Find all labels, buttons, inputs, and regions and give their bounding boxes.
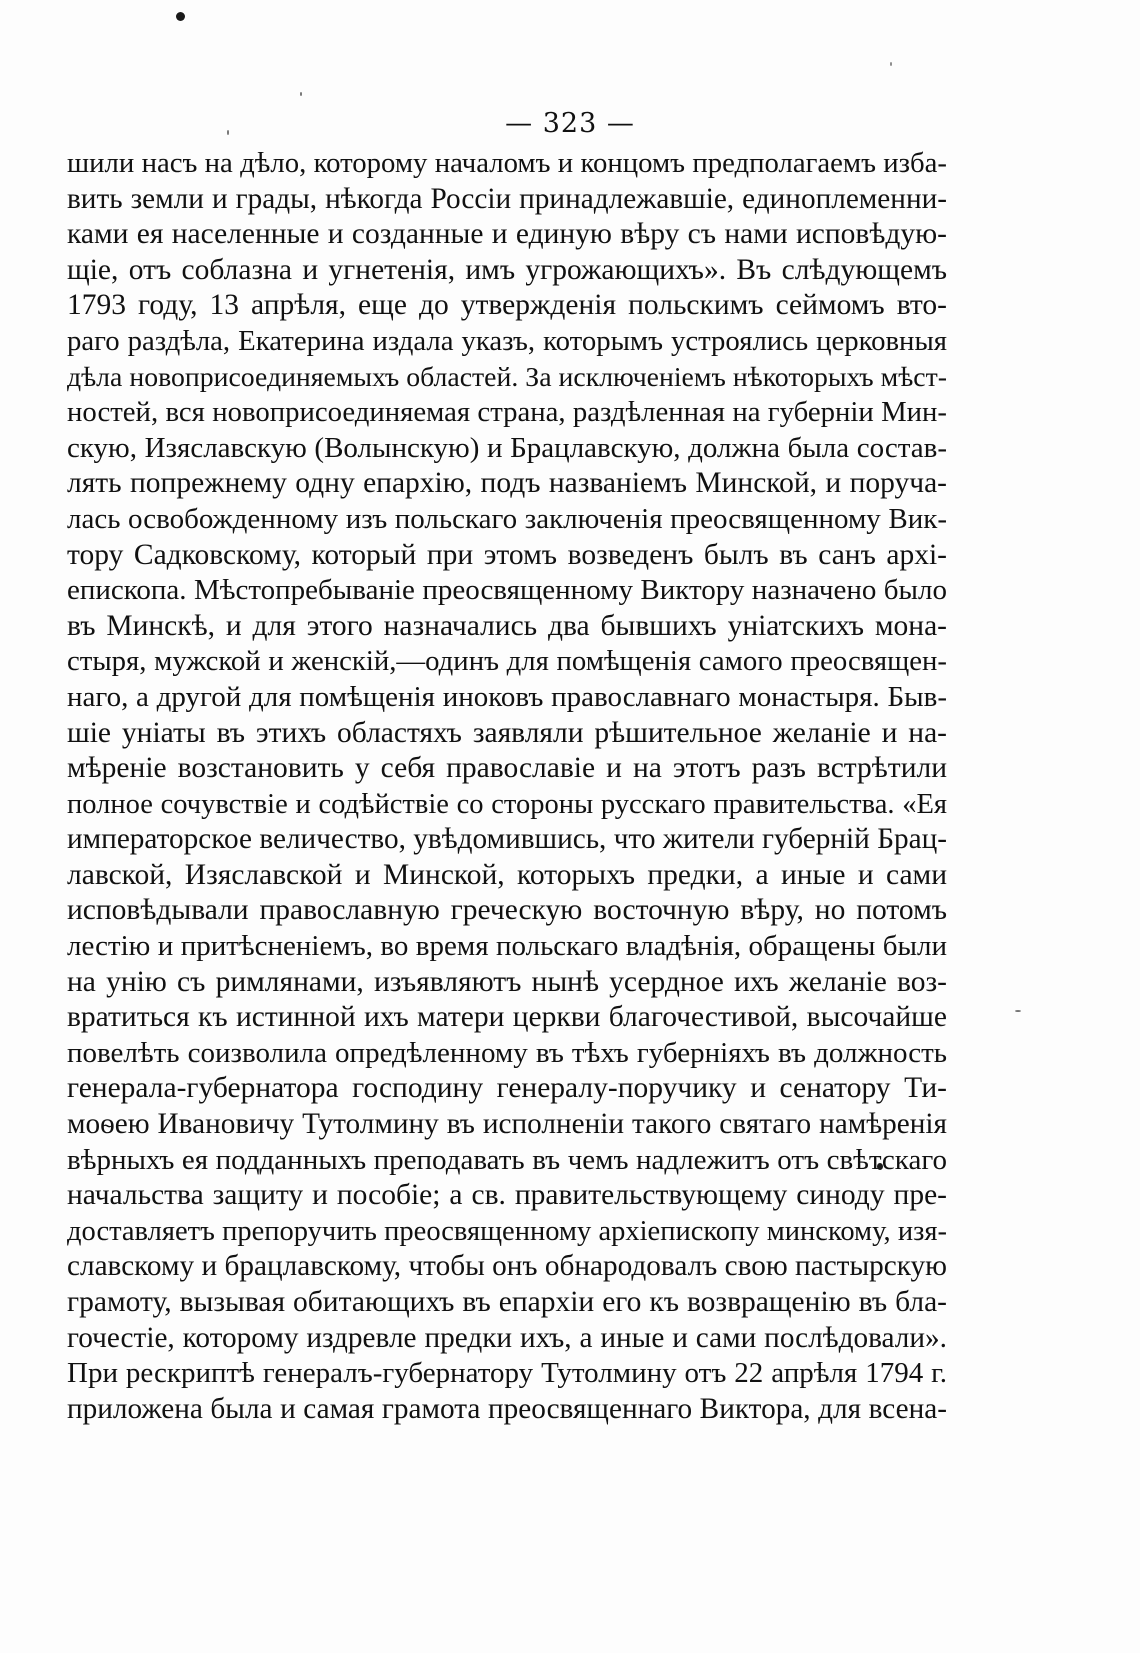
ink-speck [300, 92, 302, 96]
text-line: повелѣть соизволила опредѣленному въ тѣхъ губерніяхъ въ должность [67, 1036, 947, 1069]
text-line: императорское величество, увѣдомившись, что жители губерній Брац- [67, 823, 947, 856]
body-text [67, 146, 947, 1427]
text-line: тору Садковскому, который при этомъ возведенъ былъ въ санъ архі- [67, 538, 947, 571]
text-line: епископа. Мѣстопребываніе преосвященному Виктору назначено было [67, 574, 947, 607]
text-line: щіе, отъ соблазна и угнетенія, имъ угрожающихъ». Въ слѣдующемъ [67, 253, 947, 286]
text-line: ностей, вся новоприсоединяемая страна, раздѣленная на губерніи Мин- [67, 396, 947, 429]
text-line: При рескриптѣ генералъ-губернатору Тутолмину отъ 22 апрѣля 1794 г. [67, 1357, 947, 1390]
text-line: вѣрныхъ ея подданныхъ преподавать въ чемъ надлежитъ отъ свѣтскаго [67, 1143, 947, 1176]
page-number: — 323 — [505, 108, 635, 139]
text-line: генерала-губернатора господину генералу-поручику и сенатору Ти- [67, 1072, 947, 1105]
text-line: шили насъ на дѣло, которому началомъ и концомъ предполагаемъ изба- [67, 147, 947, 179]
text-line: лять попрежнему одну епархію, подъ названіемъ Минской, и поруча- [67, 467, 947, 500]
text-line: раго раздѣла, Екатерина издала указъ, которымъ устроялись церковныя [67, 324, 947, 357]
ink-speck [1015, 1010, 1021, 1012]
text-line: лестію и притѣсненіемъ, во время польскаго владѣнія, обращены были [67, 930, 947, 963]
text-line: вратиться къ истинной ихъ матери церкви благочестивой, высочайше [67, 1001, 947, 1034]
text-line: полное сочувствіе и содѣйствіе со стороны русскаго правительства. «Ея [67, 788, 947, 820]
text-line: 1793 году, 13 апрѣля, еще до утвержденія польскимъ сеймомъ вто- [67, 289, 947, 322]
text-line: мѣреніе возстановить у себя православіе и на этотъ разъ встрѣтили [67, 752, 947, 785]
text-line: лась освобожденному изъ польскаго заключенія преосвященному Вик- [67, 502, 947, 535]
text-line: гочестіе, которому издревле предки ихъ, а иные и сами послѣдовали». [67, 1321, 947, 1354]
text-line: скую, Изяславскую (Волынскую) и Брацлавскую, должна была состав- [67, 431, 947, 464]
text-line: шіе уніаты въ этихъ областяхъ заявляли рѣшительное желаніе и на- [67, 716, 947, 749]
text-line: грамоту, вызывая обитающихъ въ епархіи его къ возвращенію въ бла- [67, 1286, 947, 1318]
text-line: доставляетъ препоручить преосвященному архіепископу минскому, изя- [67, 1215, 947, 1247]
text-line: наго, а другой для помѣщенія иноковъ православнаго монастыря. Быв- [67, 680, 947, 713]
text-line: исповѣдывали православную греческую восточную вѣру, но потомъ [67, 894, 947, 927]
ink-speck [176, 12, 185, 21]
text-line: моѳею Ивановичу Тутолмину въ исполненіи такого святаго намѣренія [67, 1108, 947, 1141]
text-line: начальства защиту и пособіе; а св. правительствующему синоду пре- [67, 1179, 947, 1212]
text-line: дѣла новоприсоединяемыхъ областей. За исключеніемъ нѣкоторыхъ мѣст- [67, 361, 947, 393]
text-line: стыря, мужской и женскій,—одинъ для помѣщенія самого преосвящен- [67, 645, 947, 678]
text-line: на унію съ римлянами, изъявляютъ нынѣ усердное ихъ желаніе воз- [67, 965, 947, 998]
text-line: славскому и брацлавскому, чтобы онъ обнародовалъ свою пастырскую [67, 1250, 947, 1283]
text-line: приложена была и самая грамота преосвященнаго Виктора, для всена- [67, 1392, 947, 1425]
text-line: въ Минскѣ, и для этого назначались два бывшихъ уніатскихъ мона- [67, 609, 947, 642]
ink-speck [890, 62, 892, 66]
text-line: лавской, Изяславской и Минской, которыхъ предки, а иные и сами [67, 858, 947, 891]
text-line: ками ея населенные и созданные и единую вѣру съ нами исповѣдую- [67, 218, 947, 251]
text-line: вить земли и грады, нѣкогда Россіи принадлежавшіе, единоплеменни- [67, 182, 947, 215]
